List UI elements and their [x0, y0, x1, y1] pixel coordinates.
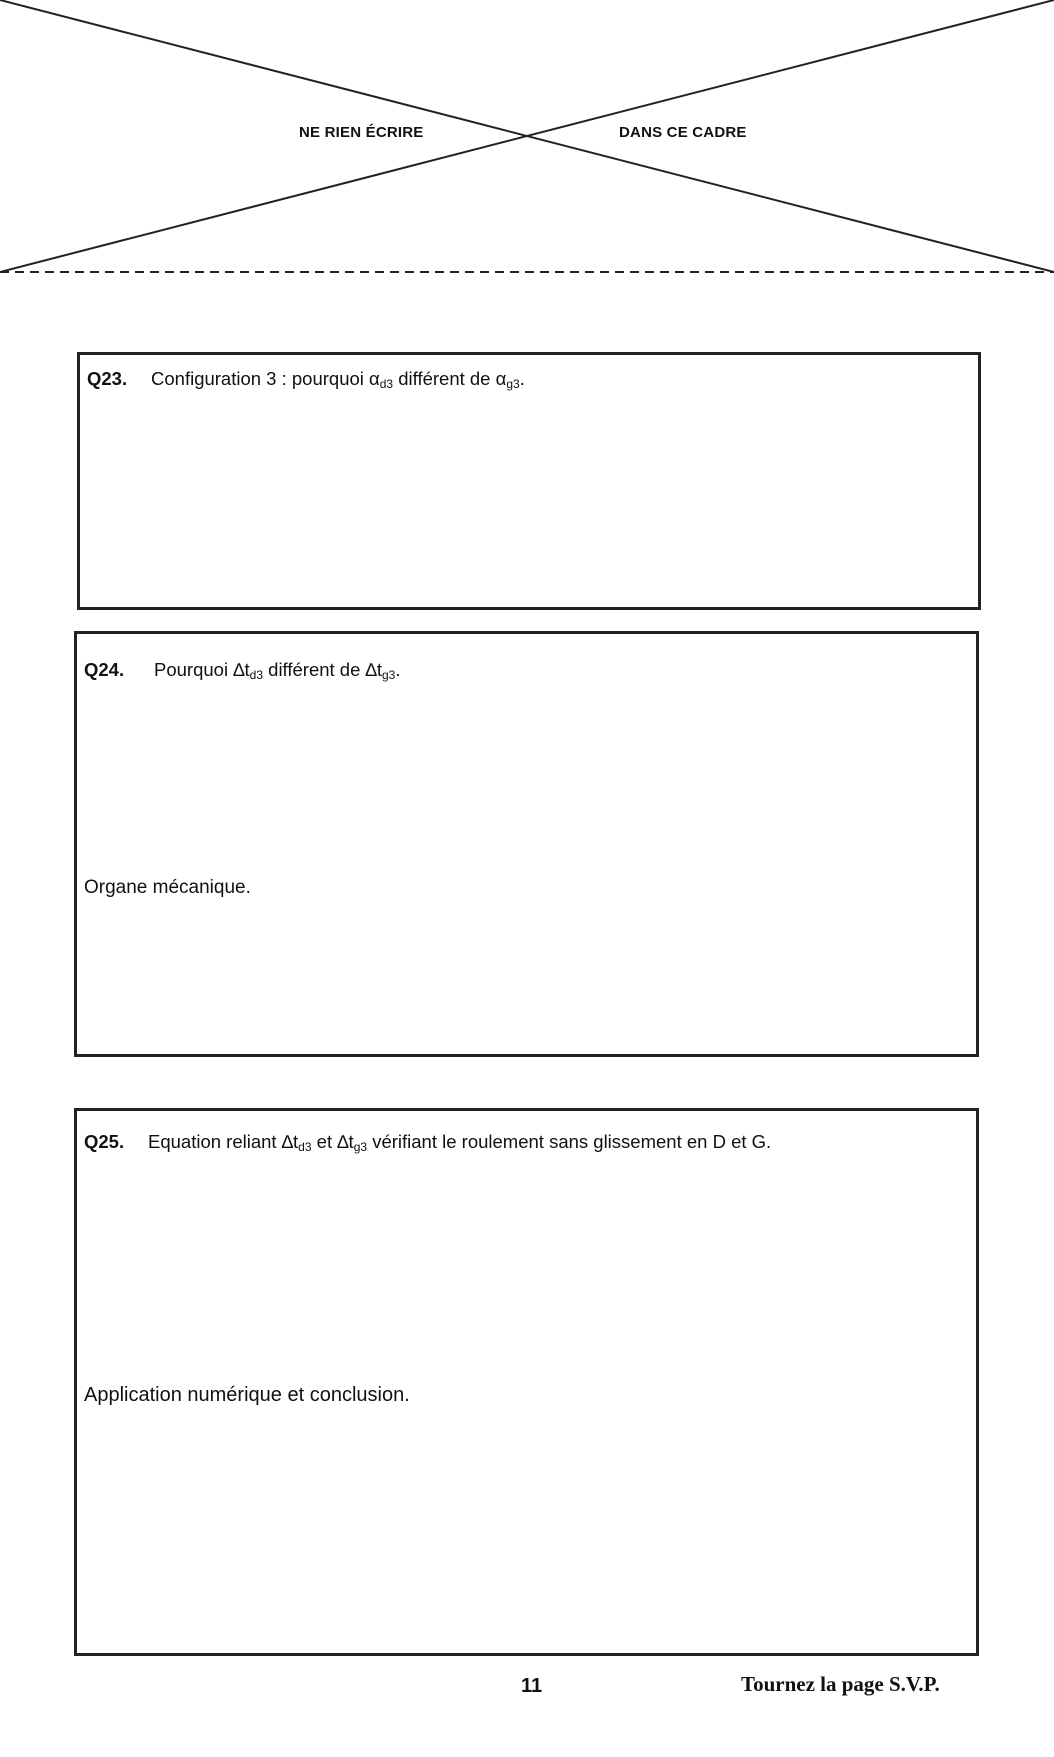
- question-number: Q24.: [84, 659, 125, 680]
- answer-box-q23[interactable]: [77, 352, 981, 610]
- header-left-text: NE RIEN ÉCRIRE: [299, 124, 424, 141]
- turn-page-note: Tournez la page S.V.P.: [741, 1672, 940, 1696]
- answer-box-q25[interactable]: [74, 1108, 979, 1656]
- question-prompt: Q24. Pourquoi $\Delta t_{d3}$ différent de $\Delta t_{g3}$.: [84, 659, 401, 682]
- page-number: 11: [521, 1675, 543, 1697]
- question-subprompt: Application numérique et conclusion.: [84, 1384, 410, 1406]
- header-right-text: DANS CE CADRE: [619, 124, 747, 141]
- answer-box-q24[interactable]: [74, 631, 979, 1057]
- question-number: Q23.: [87, 368, 128, 389]
- question-prompt: Q23. Configuration 3 : pourquoi $\alpha_{d3}$ différent de $\alpha_{g3}$.: [87, 368, 525, 391]
- question-number: Q25.: [84, 1131, 125, 1152]
- question-subprompt: Organe mécanique.: [84, 877, 251, 898]
- no-write-zone: [0, 0, 1054, 275]
- no-write-cross: [0, 0, 1054, 280]
- question-prompt: Q25. Equation reliant $\Delta t_{d3}$ et $\Delta t_{g3}$ vérifiant le roulement sans glissement en D et G.: [84, 1131, 772, 1154]
